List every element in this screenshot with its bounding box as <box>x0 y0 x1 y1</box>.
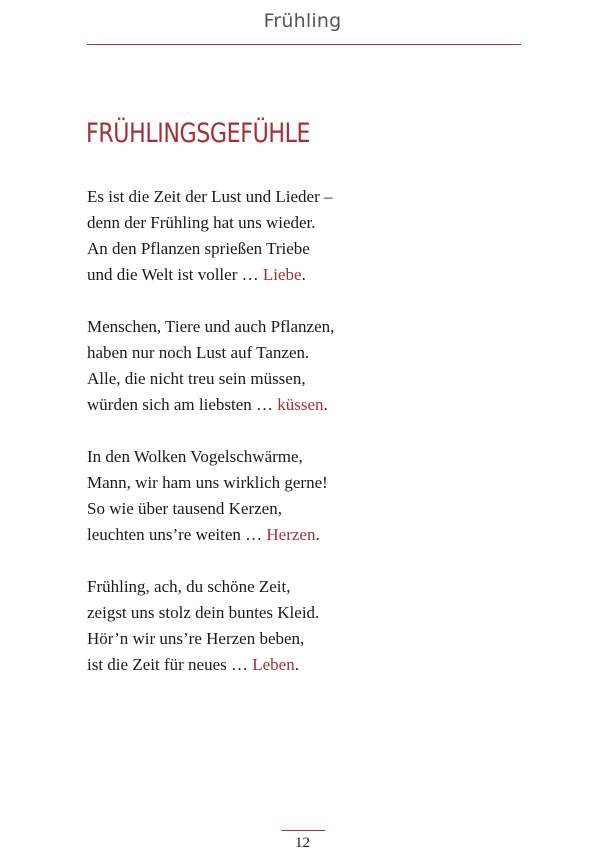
poem-line-final <box>87 262 507 288</box>
line-text: ist die Zeit für neues … <box>87 655 253 674</box>
stanza-3 <box>87 444 507 548</box>
poem-body <box>87 184 507 704</box>
line-end-punctuation: . <box>294 655 299 674</box>
poem-line-final <box>87 392 507 418</box>
line-end-punctuation: . <box>323 395 328 414</box>
line-end-punctuation: . <box>301 265 306 284</box>
stanza-2 <box>87 314 507 418</box>
poem-line: An den Pflanzen sprießen Triebe <box>87 239 310 258</box>
line-end-punctuation: . <box>315 525 320 544</box>
line-text: würden sich am liebsten … <box>87 395 278 414</box>
poem-line: Mann, wir ham uns wirklich gerne! <box>87 473 328 492</box>
poem-line: In den Wolken Vogelschwärme, <box>87 447 303 466</box>
footer-rule <box>281 830 325 831</box>
line-text: leuchten uns’re weiten … <box>87 525 267 544</box>
stanza-1 <box>87 184 507 288</box>
poem-line-final <box>87 652 507 678</box>
line-text: und die Welt ist voller … <box>87 265 263 284</box>
poem-line: Es ist die Zeit der Lust und Lieder – <box>87 187 333 206</box>
rhyme-word: Liebe <box>262 265 302 284</box>
rhyme-word: küssen <box>277 395 324 414</box>
rhyme-word: Herzen <box>266 525 316 544</box>
stanza-4 <box>87 574 507 678</box>
poem-line: haben nur noch Lust auf Tanzen. <box>87 343 310 362</box>
poem-line: denn der Frühling hat uns wieder. <box>87 213 316 232</box>
poem-line-final <box>87 522 507 548</box>
poem-line: So wie über tausend Kerzen, <box>87 499 282 518</box>
poem-line: Menschen, Tiere und auch Pflanzen, <box>87 317 335 336</box>
poem-line: zeigst uns stolz dein buntes Kleid. <box>87 603 320 622</box>
running-header: Frühling <box>263 10 342 32</box>
poem-line: Frühling, ach, du schöne Zeit, <box>87 577 291 596</box>
poem-title: FRÜHLINGSGEFÜHLE <box>86 118 311 149</box>
rhyme-word: Leben <box>252 655 295 674</box>
poem-line: Alle, die nicht treu sein müssen, <box>87 369 306 388</box>
page-number: 12 <box>295 835 310 851</box>
header-rule <box>87 44 521 45</box>
poem-line: Hör’n wir uns’re Herzen beben, <box>87 629 305 648</box>
